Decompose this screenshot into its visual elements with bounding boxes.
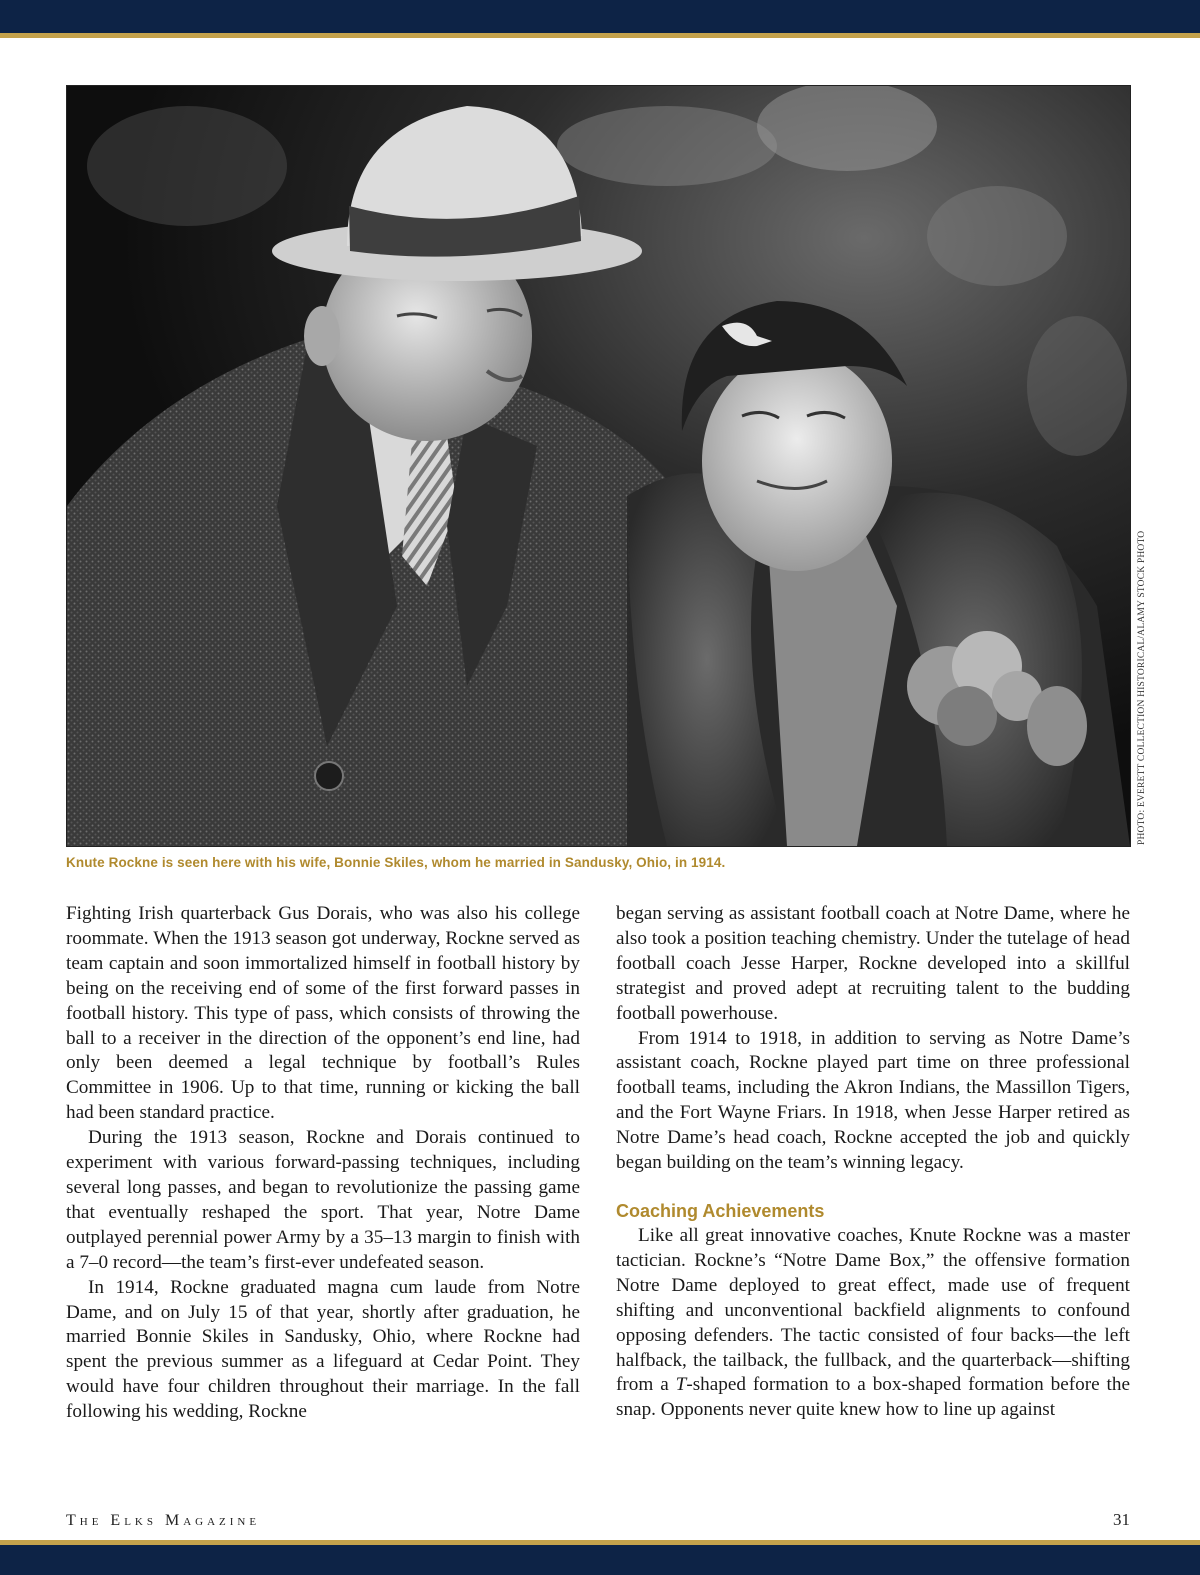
photo-caption: Knute Rockne is seen here with his wife, Bonnie Skiles, whom he married in Sandusky, Ohio, in 1914.	[66, 855, 726, 870]
section-heading: Coaching Achievements	[616, 1200, 825, 1221]
paragraph-text: -shaped formation to a box-shaped formation before the snap. Opponents never quite knew how to line up against	[616, 1374, 1130, 1421]
paragraph: During the 1913 season, Rockne and Dorais continued to experiment with various forward-passing techniques, including several long passes, and began to revolutionize the passing game that eventually reshaped the sport. That year, Notre Dame outplayed perennial power Army by a 35–13 margin to finish with a 7–0 record—the team’s first-ever undefeated season.	[66, 1127, 580, 1273]
paragraph-text: Like all great innovative coaches, Knute Rockne was a master tactician. Rockne’s “Notre Dame Box,” the offensive formation Notre Dame deployed to great effect, made use of frequent shifting and unconventional backfield alignments to confound opposing defenders. The tactic consisted of four backs—the left halfback, the tailback, the fullback, and the quarterback—shifting from a	[616, 1224, 1130, 1396]
paragraph: began serving as assistant football coach at Notre Dame, where he also took a position teaching chemistry. Under the tutelage of head football coach Jesse Harper, Rockne developed into a skillful strategist and proved adept at recruiting talent to the budding football powerhouse.	[616, 903, 1130, 1024]
bottom-navy-band	[0, 1545, 1200, 1575]
paragraph: Fighting Irish quarterback Gus Dorais, who was also his college roommate. When the 1913 season got underway, Rockne served as team captain and soon immortalized himself in football history by being on the receiving end of some of the first forward passes in football history. This type of pass, which consists of throwing the ball to a receiver in the direction of the opponent’s end line, had only been deemed a legal technique by football’s Rules Committee in 1906. Up to that time, running or kicking the ball had been standard practice.	[66, 903, 580, 1124]
magazine-title: The Elks Magazine	[66, 1512, 261, 1529]
italic-letter: T	[675, 1374, 687, 1396]
page-number: 31	[1113, 1510, 1130, 1529]
rockne-photo	[66, 85, 1131, 847]
article-right-column	[616, 902, 1130, 1423]
photo-credit: PHOTO: EVERETT COLLECTION HISTORICAL/ALAMY STOCK PHOTO	[1137, 530, 1147, 845]
paragraph	[616, 1224, 1130, 1423]
top-navy-band	[0, 0, 1200, 33]
top-gold-rule	[0, 33, 1200, 38]
paragraph: In 1914, Rockne graduated magna cum laude from Notre Dame, and on July 15 of that year, shortly after graduation, he married Bonnie Skiles in Sandusky, Ohio, where Rockne had spent the previous summer as a lifeguard at Cedar Point. They would have four children throughout their marriage. In the fall following his wedding, Rockne	[66, 1276, 580, 1423]
paragraph: From 1914 to 1918, in addition to serving as Notre Dame’s assistant coach, Rockne played part time on three professional football teams, including the Akron Indians, the Massillon Tigers, and the Fort Wayne Friars. In 1918, when Jesse Harper retired as Notre Dame’s head coach, Rockne accepted the job and quickly began building on the team’s winning legacy.	[616, 1027, 1130, 1174]
article-left-column	[66, 902, 580, 1425]
